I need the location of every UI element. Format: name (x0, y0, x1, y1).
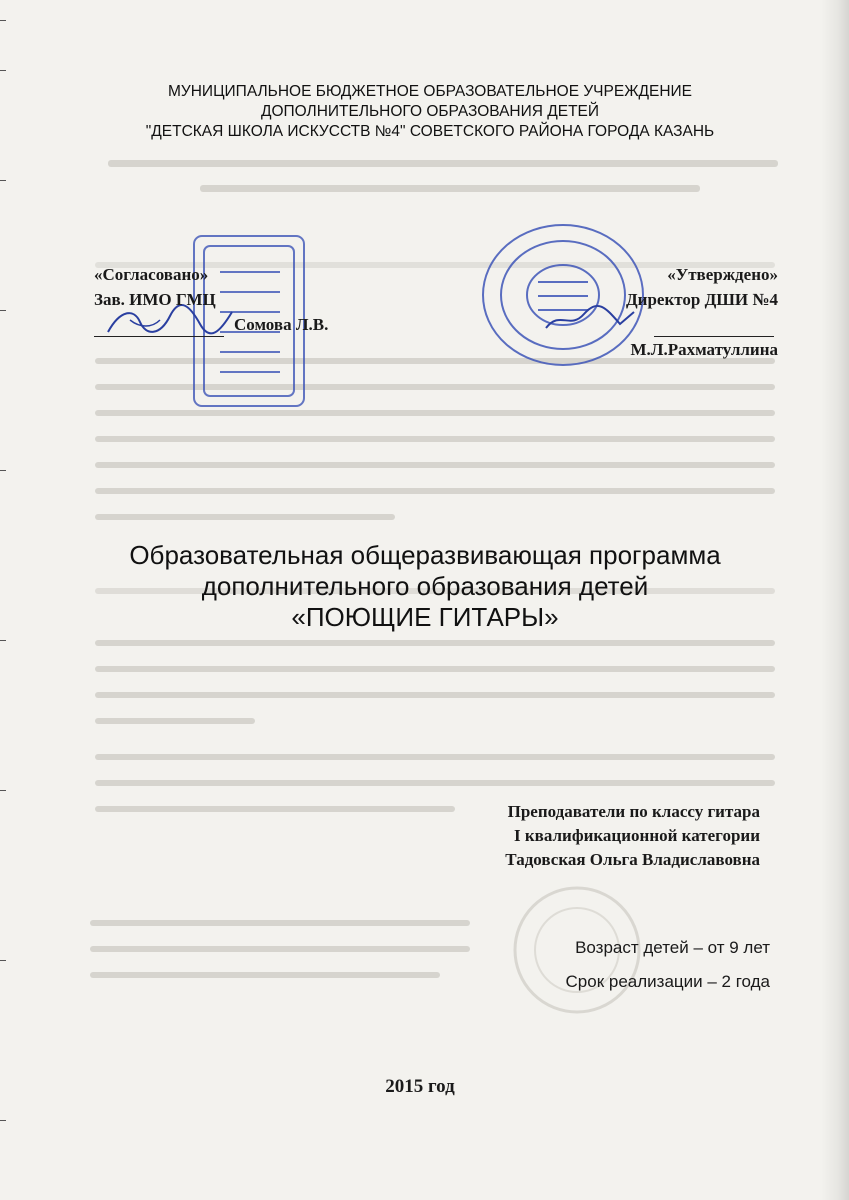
program-title (80, 540, 770, 633)
approval-block-left (94, 262, 394, 337)
title-line-2: дополнительного образования детей (201, 571, 649, 601)
header-line-2: ДОПОЛНИТЕЛЬНОГО ОБРАЗОВАНИЯ ДЕТЕЙ (260, 103, 600, 120)
teacher-line-3: Тадовская Ольга Владиславовна (505, 850, 760, 869)
approval-right-position: Директор ДШИ №4 (625, 290, 778, 309)
teacher-line-1: Преподаватели по классу гитара (507, 802, 760, 821)
header-line-1: МУНИЦИПАЛЬНОЕ БЮДЖЕТНОЕ ОБРАЗОВАТЕЛЬНОЕ УЧРЕЖДЕНИЕ (167, 83, 693, 100)
approval-block-right (508, 262, 778, 362)
title-line-3: «ПОЮЩИЕ ГИТАРЫ» (291, 602, 559, 632)
signature-line-right (654, 320, 774, 337)
title-line-1: Образовательная общеразвивающая программа (129, 540, 721, 570)
header-line-3: "ДЕТСКАЯ ШКОЛА ИСКУССТВ №4" СОВЕТСКОГО РАЙОНА ГОРОДА КАЗАНЬ (145, 123, 715, 140)
document-year: 2015 год (385, 1076, 455, 1097)
teacher-block (420, 800, 760, 872)
program-duration: Срок реализации – 2 года (565, 972, 770, 991)
teacher-line-2: I квалификационной категории (514, 826, 760, 845)
approval-right-name: М.Л.Рахматуллина (630, 340, 778, 359)
institution-header (60, 82, 800, 142)
approval-left-name: Сомова Л.В. (234, 315, 329, 334)
approval-left-position: Зав. ИМО ГМЦ (94, 290, 216, 309)
signature-line-left (94, 320, 224, 337)
children-age: Возраст детей – от 9 лет (575, 938, 770, 957)
program-facts (480, 931, 770, 999)
approval-left-label: «Согласовано» (94, 265, 209, 284)
approval-right-label: «Утверждено» (667, 265, 778, 284)
